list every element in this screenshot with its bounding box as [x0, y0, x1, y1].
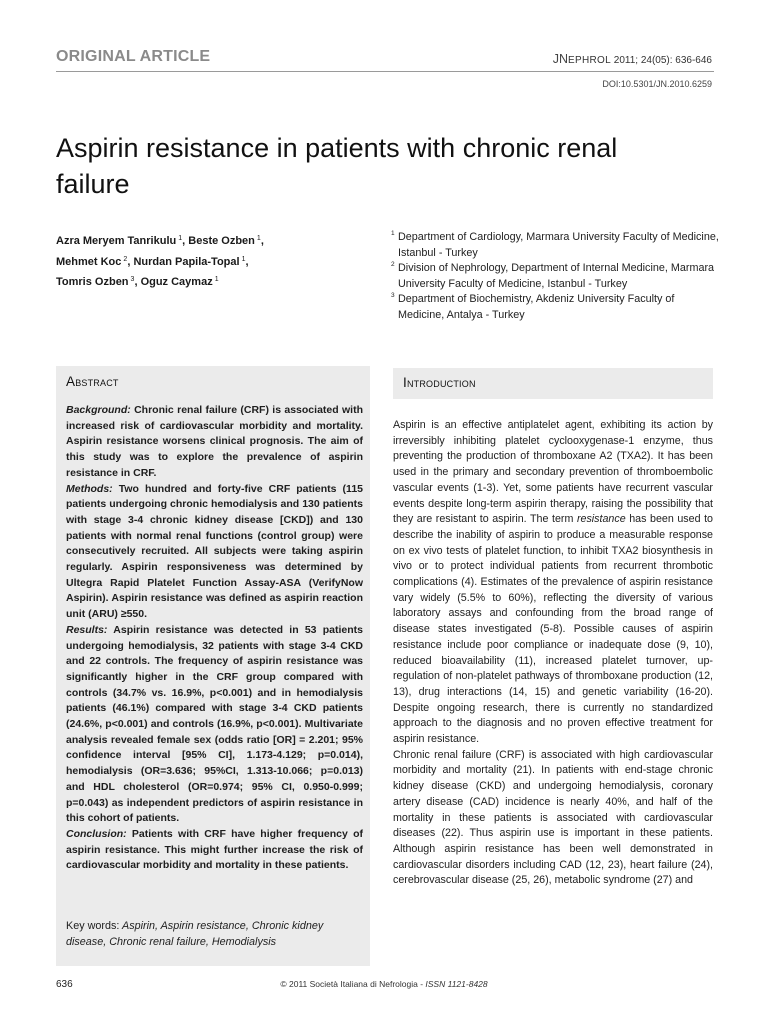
- author-name: Oguz Caymaz: [140, 276, 213, 288]
- abstract-body: [66, 403, 363, 874]
- author-list: [56, 230, 376, 292]
- abstract-label: Background:: [66, 404, 131, 416]
- affiliation-item: [391, 292, 721, 323]
- abstract-label: Results:: [66, 623, 108, 636]
- affiliation-text: Division of Nephrology, Department of Internal Medicine, Marmara University Faculty of Medicine, Istanbul - Turkey: [398, 262, 715, 290]
- abstract-conclusion: [66, 827, 363, 874]
- journal-logo-n: N: [559, 52, 569, 66]
- page-number: 636: [56, 979, 73, 990]
- author-separator: ,: [182, 235, 189, 247]
- citation-details: 2011; 24(05): 636-646: [610, 55, 712, 66]
- keywords-list: Aspirin, Aspirin resistance, Chronic kidney disease, Chronic renal failure, Hemodialysis: [66, 920, 324, 948]
- author-affiliation-ref: 1: [256, 235, 261, 242]
- journal-name-rest: EPHROL: [568, 55, 611, 66]
- introduction-text: Aspirin is an effective antiplatelet agent, exhibiting its action by irreversibly inhibiting platelet cyclooxygenase-1 enzyme, thus preventing the production of thromboxane A2 (TXA2). It has been used in the primary and secondary prevention of thromboembolic vascular events (1-3). Yet, some patients have recurrent vascular events despite long-term aspirin therapy, raising the possibility that they are resistant to aspirin. The term: [393, 419, 713, 526]
- author-separator: ,: [127, 255, 134, 268]
- affiliation-list: [391, 230, 721, 324]
- introduction-heading-box: [393, 368, 713, 399]
- introduction-paragraph: Chronic renal failure (CRF) is associated with high cardiovascular morbidity and mortality (21). In patients with end-stage chronic kidney disease (CKD) and undergoing hemodialysis, coronary artery disease (CAD) incidence is nearly 40%, and half of the mortality in these patients is associated with cardiovascular diseases (22). Thus aspirin use is important in these patients. Although aspirin resistance has been well demonstrated in cardiovascular disorders including CAD (12, 23), heart failure (24), cerebrovascular disease (25, 26), metabolic syndrome (27) and: [393, 748, 713, 887]
- keywords-label: Key words:: [66, 920, 120, 932]
- copyright-text: © 2011 Società Italiana di Nefrologia -: [280, 979, 426, 989]
- keywords: [66, 918, 363, 950]
- doi: DOI:10.5301/JN.2010.6259: [602, 79, 712, 89]
- author-affiliation-ref: 3: [130, 276, 135, 283]
- introduction-emphasis: resistance: [576, 513, 626, 526]
- abstract-label: Methods:: [66, 482, 113, 495]
- introduction-body: [393, 418, 713, 889]
- abstract-methods: [66, 482, 363, 623]
- abstract-box: [56, 366, 370, 966]
- abstract-text: Chronic renal failure (CRF) is associated with increased risk of cardiovascular morbidity and mortality. Aspirin resistance worsens clinical prognosis. The aim of this study was to explore the prevalence of aspirin resistance in CRF.: [66, 404, 363, 479]
- abstract-text: Aspirin resistance was detected in 53 patients undergoing hemodialysis, 32 patients with stage 3-4 CKD and 22 controls. The frequency of aspirin resistance was significantly higher in the CRF group compared with controls (34.7% vs. 16.9%, p<0.001) and in hemodialysis patients (46.1%) compared with stage 3-4 CKD patients (24.6%, p<0.001) and controls (16.9%, p<0.001). Multivariate analysis revealed female sex (odds ratio [OR] = 2.201; 95% confidence interval [95% CI], 1.173-4.129; p=0.014), hemodialysis (OR=3.636; 95%CI, 1.313-10.066; p=0.013) and HDL cholesterol (OR=0.974; 95% CI, 0.950-0.999; p=0.043) as independent predictors of aspirin resistance in this cohort of patients.: [66, 623, 363, 825]
- author-name: Mehmet Koc: [56, 255, 122, 268]
- author-affiliation-ref: 2: [123, 255, 128, 263]
- journal-logo-j: J: [552, 52, 560, 66]
- affiliation-number: 2: [391, 261, 395, 269]
- author-separator: ,: [260, 235, 264, 247]
- introduction-heading: Introduction: [403, 375, 476, 390]
- abstract-text: Patients with CRF have higher frequency of aspirin resistance. This might further increase the risk of cardiovascular morbidity and mortality in these patients.: [66, 827, 363, 872]
- section-label: ORIGINAL ARTICLE: [56, 48, 211, 65]
- author-name: Azra Meryem Tanrikulu: [56, 235, 177, 247]
- abstract-text: Two hundred and forty-five CRF patients (115 patients undergoing chronic hemodialysis and 130 patients with stage 3-4 chronic kidney disease [CKD]) and 130 patients with normal renal functions (control group) were consecutively recruited. All subjects were taking aspirin regularly. Aspirin responsiveness was determined by Ultegra Rapid Platelet Function Assay-ASA (VerifyNow Aspirin). Aspirin resistance was defined as aspirin reaction unit (ARU) ≥550.: [66, 482, 363, 621]
- affiliation-text: Department of Biochemistry, Akdeniz University Faculty of Medicine, Antalya - Turkey: [398, 293, 675, 321]
- affiliation-text: Department of Cardiology, Marmara University Faculty of Medicine, Istanbul - Turkey: [398, 231, 719, 259]
- journal-citation: [553, 52, 712, 66]
- abstract-label: Conclusion:: [66, 827, 127, 840]
- article-title: Aspirin resistance in patients with chronic renal failure: [56, 133, 618, 199]
- author-separator: ,: [245, 255, 249, 268]
- author-separator: ,: [134, 276, 141, 288]
- affiliation-number: 1: [391, 230, 395, 237]
- copyright-notice: [0, 979, 768, 989]
- author-name: Nurdan Papila-Topal: [133, 255, 240, 268]
- header-divider: [56, 71, 714, 72]
- affiliation-item: [391, 261, 721, 292]
- author-affiliation-ref: 1: [178, 235, 183, 242]
- author-affiliation-ref: 1: [241, 255, 246, 263]
- abstract-results: [66, 623, 363, 827]
- abstract-background: [66, 403, 363, 482]
- affiliation-item: [391, 230, 721, 261]
- introduction-paragraph: [393, 418, 713, 748]
- author-name: Tomris Ozben: [56, 276, 129, 288]
- abstract-heading: Abstract: [66, 374, 119, 389]
- affiliation-number: 3: [391, 292, 395, 300]
- author-affiliation-ref: 1: [214, 276, 219, 283]
- author-name: Beste Ozben: [188, 235, 255, 247]
- issn: ISSN 1121-8428: [425, 979, 488, 989]
- introduction-text: has been used to describe the inability of aspirin to produce a measurable response on ex vivo tests of platelet function, to inhibit TXA2 biosynthesis in vivo or to protect individual patients from recurrent thrombotic complications (4). Estimates of the prevalence of aspirin resistance vary widely (5.5% to 60%), reflecting the diversity of various laboratory assays and confounding from the broad range of disease states investigated (5-8). Possible causes of aspirin resistance include poor compliance or inadequate dose (9, 10), reduced bioavailability (11), increased platelet turnover, up-regulation of non-platelet pathways of thromboxane production (12, 13), drug interactions (14, 15) and genetic variability (16-20). Despite ongoing research, there is currently no standardized approach to the diagnosis and no proven effective treatment for aspirin resistance.: [393, 513, 713, 746]
